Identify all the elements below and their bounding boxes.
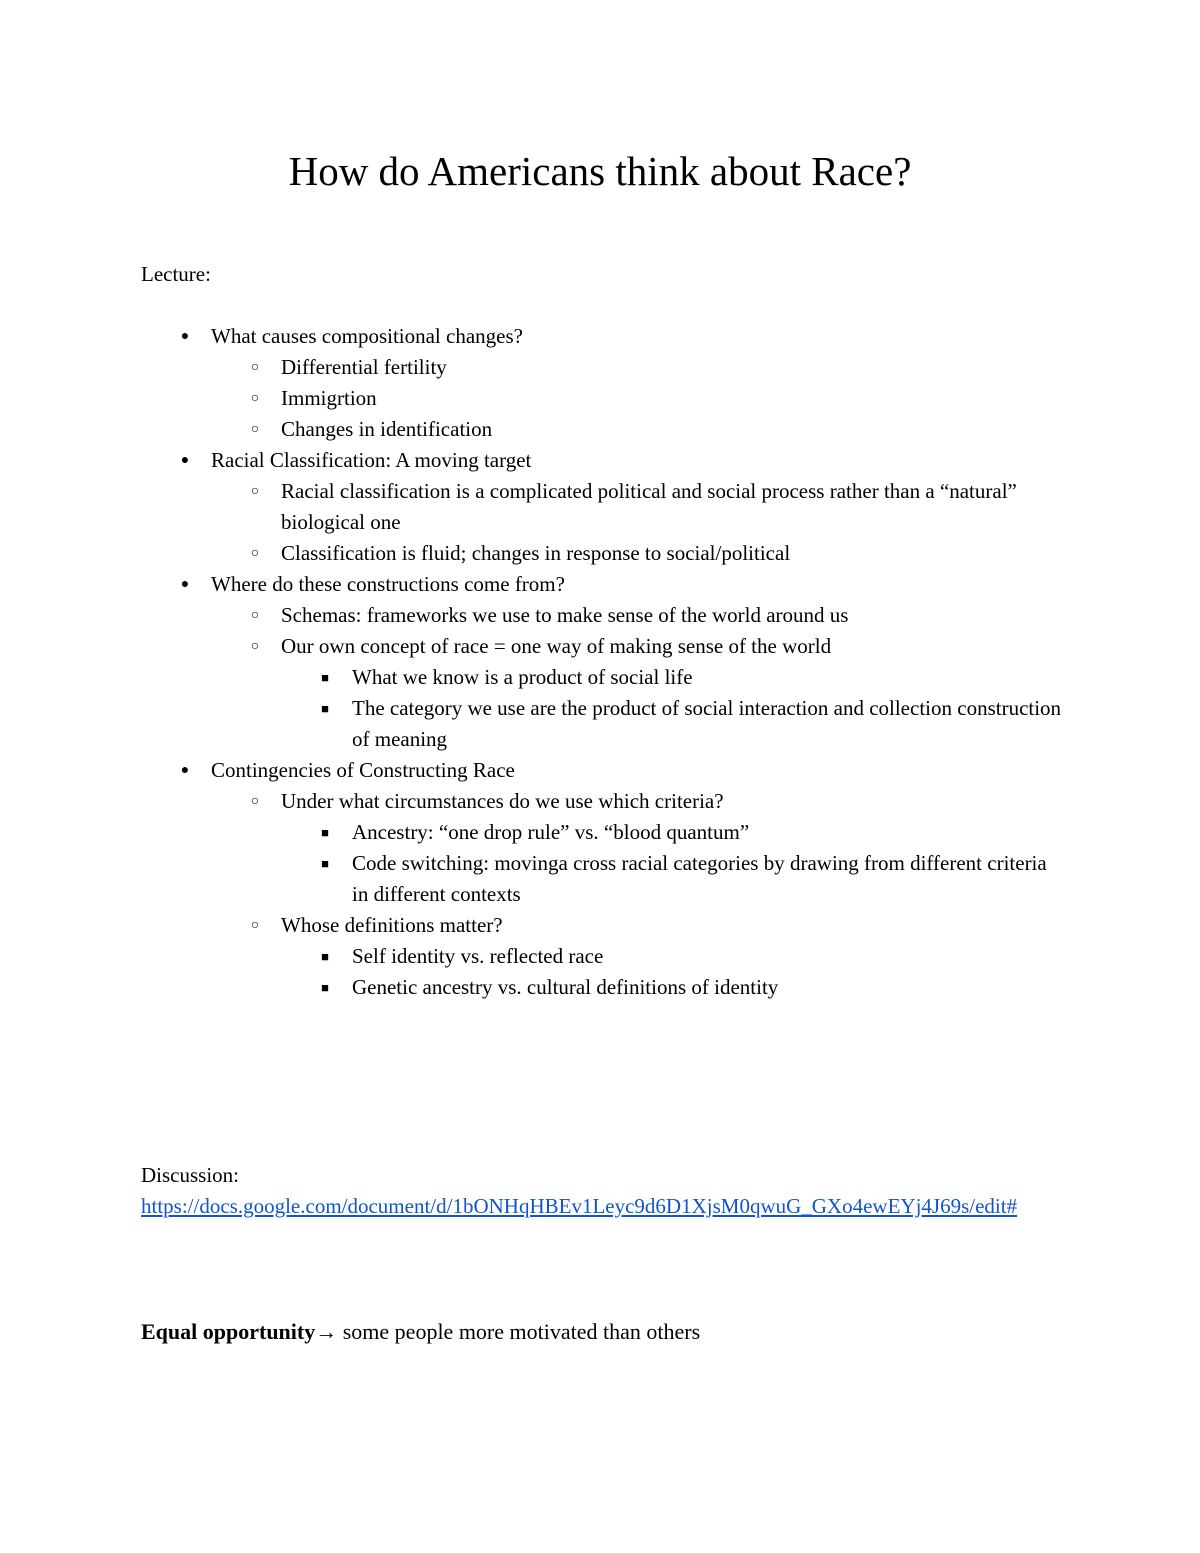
filled-circle-bullet-icon: ● (180, 763, 190, 778)
filled-circle-bullet-icon: ● (180, 453, 190, 468)
outline-item-text: Classification is fluid; changes in response to social/political (281, 541, 791, 565)
hollow-circle-bullet-icon: ○ (250, 794, 260, 809)
outline-item-level-3 (0, 693, 1200, 755)
right-arrow-icon: → (315, 1319, 338, 1344)
outline-item-text: Differential fertility (281, 355, 447, 379)
document-title: How do Americans think about Race? (288, 148, 912, 194)
outline-item-text: Contingencies of Constructing Race (211, 758, 515, 782)
equal-opportunity-note (141, 1315, 700, 1349)
outline-item-text: The category we use are the product of social interaction and collection construction of meaning (352, 696, 1062, 751)
hollow-circle-bullet-icon: ○ (250, 422, 260, 437)
hollow-circle-bullet-icon: ○ (250, 360, 260, 375)
outline-item-text: Racial Classification: A moving target (211, 448, 532, 472)
hollow-circle-bullet-icon: ○ (250, 391, 260, 406)
outline-item-text: What causes compositional changes? (211, 324, 523, 348)
hollow-circle-bullet-icon: ○ (250, 639, 260, 654)
outline-item-level-2 (0, 600, 1200, 631)
outline-item-text: Under what circumstances do we use which criteria? (281, 789, 724, 813)
outline-item-level-2 (0, 631, 1200, 662)
filled-square-bullet-icon: ■ (321, 856, 329, 871)
outline-item-level-2 (0, 352, 1200, 383)
note-text: some people more motivated than others (337, 1319, 701, 1344)
filled-square-bullet-icon: ■ (321, 980, 329, 995)
outline-item-text: What we know is a product of social life (352, 665, 693, 689)
outline-item-text: Code switching: movinga cross racial categories by drawing from different criteria in different contexts (352, 851, 1047, 906)
filled-square-bullet-icon: ■ (321, 701, 329, 716)
outline-item-level-3 (0, 662, 1200, 693)
lecture-label: Lecture: (141, 262, 211, 286)
outline-item-level-2 (0, 786, 1200, 817)
outline-item-level-3 (0, 848, 1200, 910)
discussion-label: Discussion: (141, 1163, 240, 1187)
outline-item-text: Ancestry: “one drop rule” vs. “blood quantum” (352, 820, 750, 844)
hollow-circle-bullet-icon: ○ (250, 918, 260, 933)
outline-item-text: Immigrtion (281, 386, 377, 410)
hollow-circle-bullet-icon: ○ (250, 546, 260, 561)
filled-square-bullet-icon: ■ (321, 825, 329, 840)
outline-item-text: Where do these constructions come from? (211, 572, 565, 596)
outline-item-level-3 (0, 972, 1200, 1003)
outline-item-text: Self identity vs. reflected race (352, 944, 604, 968)
note-bold-term: Equal opportunity (141, 1319, 316, 1344)
discussion-link[interactable]: https://docs.google.com/document/d/1bONHqHBEv1Leyc9d6D1XjsM0qwuG_GXo4ewEYj4J69s/edit# (141, 1194, 1018, 1218)
filled-circle-bullet-icon: ● (180, 329, 190, 344)
outline-item-text: Whose definitions matter? (281, 913, 503, 937)
outline-item-level-1 (0, 321, 1200, 352)
outline-item-level-3 (0, 817, 1200, 848)
outline-item-text: Racial classification is a complicated political and social process rather than a “natural” biological one (281, 479, 1017, 534)
outline-item-text: Changes in identification (281, 417, 493, 441)
filled-square-bullet-icon: ■ (321, 949, 329, 964)
hollow-circle-bullet-icon: ○ (250, 484, 260, 499)
outline-item-level-2 (0, 538, 1200, 569)
outline-item-level-1 (0, 569, 1200, 600)
outline-item-level-3 (0, 941, 1200, 972)
outline-item-level-2 (0, 383, 1200, 414)
outline-item-level-2 (0, 910, 1200, 941)
outline-item-text: Our own concept of race = one way of making sense of the world (281, 634, 832, 658)
outline-item-level-1 (0, 445, 1200, 476)
outline-item-text: Genetic ancestry vs. cultural definitions of identity (352, 975, 779, 999)
lecture-outline (0, 321, 1200, 1003)
outline-item-level-2 (0, 476, 1200, 538)
outline-item-level-2 (0, 414, 1200, 445)
outline-item-level-1 (0, 755, 1200, 786)
filled-square-bullet-icon: ■ (321, 670, 329, 685)
hollow-circle-bullet-icon: ○ (250, 608, 260, 623)
filled-circle-bullet-icon: ● (180, 577, 190, 592)
outline-item-text: Schemas: frameworks we use to make sense of the world around us (281, 603, 849, 627)
